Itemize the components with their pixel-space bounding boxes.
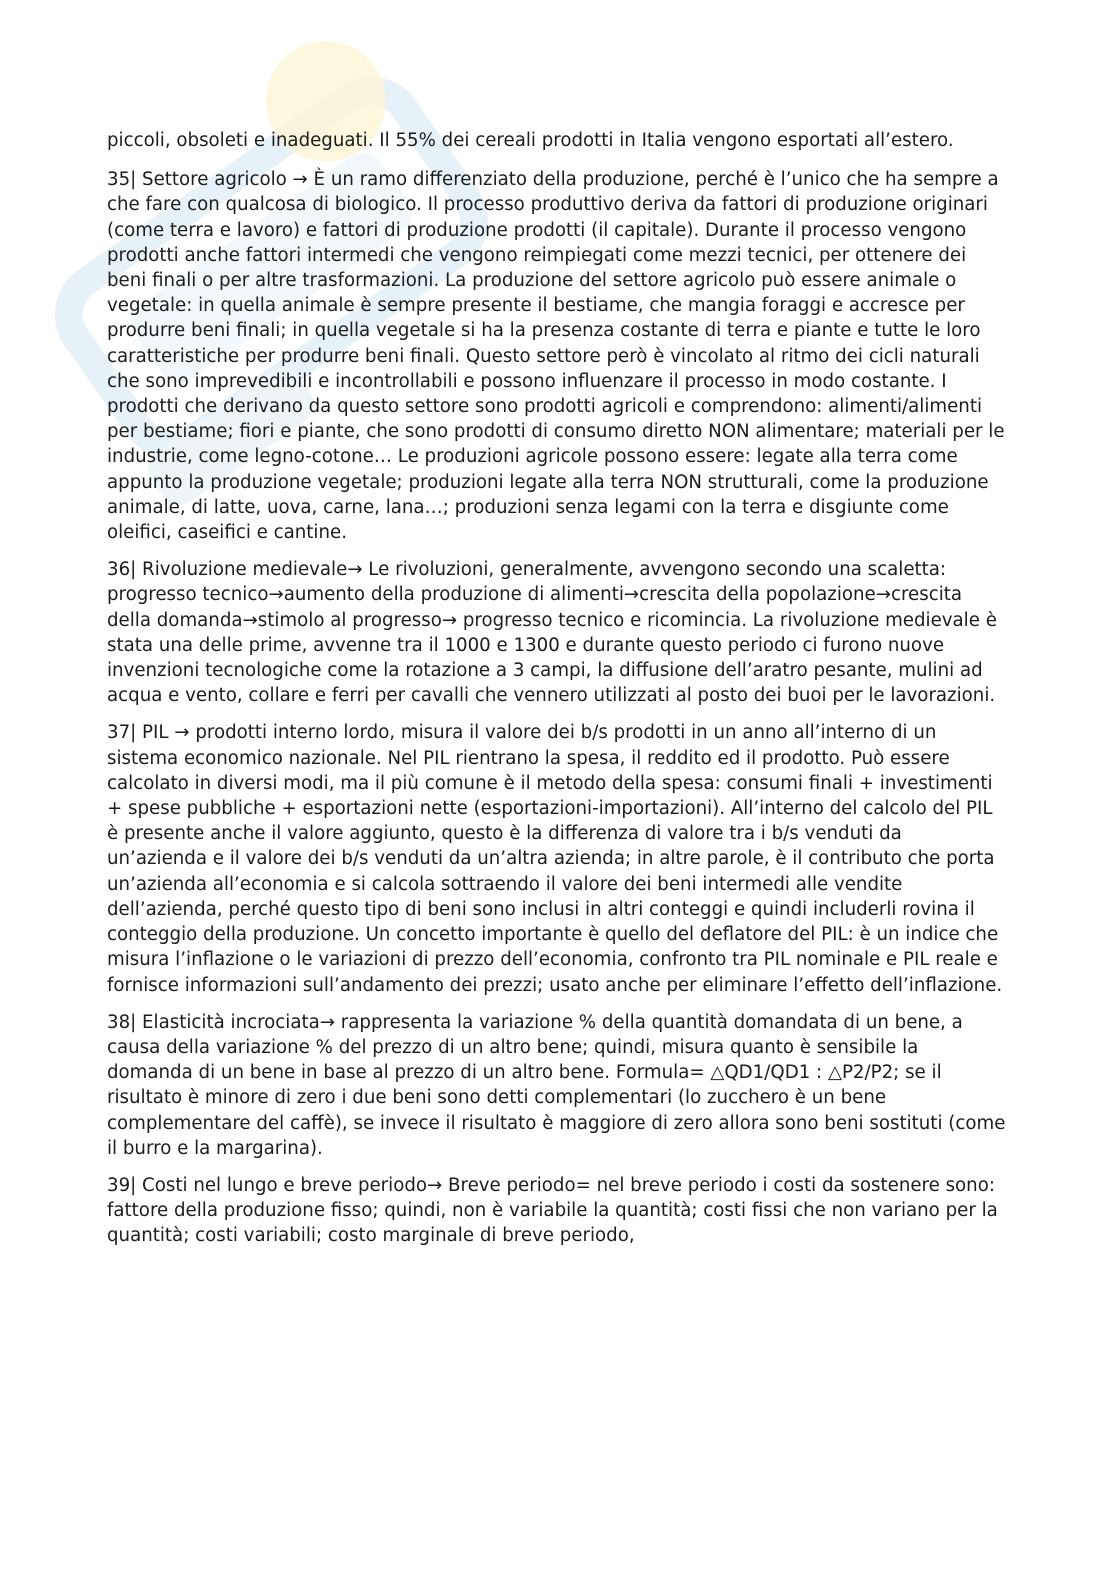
paragraph-37-pil: 37| PIL → prodotti interno lordo, misura il valore dei b/s prodotti in un anno all’interno di un sistema economico nazionale. Nel PIL rientrano la spesa, il reddito ed il prodotto. Può essere calcolato in diversi modi, ma il più comune è il metodo della spesa: consumi finali + investimenti + spese pubbliche + esportazioni nette (esportazioni-importazioni). All’interno del calcolo del PIL è presente anche il valore aggiunto, questo è la differenza di valore tra i b/s venduti da un’azienda e il valore dei b/s venduti da un’altra azienda; in altre parole, è il contributo che porta un’azienda all’economia e si calcola sottraendo il valore dei beni intermedi alle vendite dell’azienda, perché questo tipo di beni sono inclusi in altri conteggi e quindi includerli rovina il conteggio della produzione. Un concetto importante è quello del deflatore del PIL: è un indice che misura l’inflazione o le variazioni di prezzo dell’economia, confronto tra PIL nominale e PIL reale e fornisce informazioni sull’andamento dei prezzi; usato anche per eliminare l’effetto dell’inflazione. <box>107 722 1003 996</box>
paragraph-36-rivoluzione-medievale: 36| Rivoluzione medievale→ Le rivoluzioni, generalmente, avvengono secondo una scaletta: progresso tecnico→aumento della produzione di alimenti→crescita della popolazione→crescita della domanda→stimolo al progresso→ progresso tecnico e ricomincia. La rivoluzione medievale è stata una delle prime, avvenne tra il 1000 e 1300 e durante questo periodo ci furono nuove invenzioni tecnologiche come la rotazione a 3 campi, la diffusione dell’aratro pesante, mulini ad acqua e vento, collare e ferri per cavalli che vennero utilizzati al posto dei buoi per le lavorazioni. <box>107 559 997 707</box>
paragraph-39-costi: 39| Costi nel lungo e breve periodo→ Breve periodo= nel breve periodo i costi da sostenere sono: fattore della produzione fisso; quindi, non è variabile la quantità; costi fissi che non variano per la quantità; costi variabili; costo marginale di breve periodo, <box>107 1174 998 1247</box>
paragraph-38-elasticita-incrociata: 38| Elasticità incrociata→ rappresenta la variazione % della quantità domandata di un bene, a causa della variazione % del prezzo di un altro bene; quindi, misura quanto è sensibile la domanda di un bene in base al prezzo di un altro bene. Formula= △QD1/QD1 : △P2/P2; se il risultato è minore di zero i due beni sono detti complementari (lo zucchero è un bene complementare del caffè), se invece il risultato è maggiore di zero allora sono beni sostituti (come il burro e la margarina). <box>107 1011 1006 1159</box>
document-page <box>107 128 1007 1261</box>
paragraph-34-tail: piccoli, obsoleti e inadeguati. Il 55% dei cereali prodotti in Italia vengono esportati all’estero. <box>107 130 954 151</box>
paragraph-35-settore-agricolo: 35| Settore agricolo → È un ramo differenziato della produzione, perché è l’unico che ha sempre a che fare con qualcosa di biologico. Il processo produttivo deriva da fattori di produzione originari (come terra e lavoro) e fattori di produzione prodotti (il capitale). Durante il processo vengono prodotti anche fattori intermedi che vengono reimpiegati come mezzi tecnici, per ottenere dei beni finali o per altre trasformazioni. La produzione del settore agricolo può essere animale o vegetale: in quella animale è sempre presente il bestiame, che mangia foraggi e accresce per produrre beni finali; in quella vegetale si ha la presenza costante di terra e piante e tutte le loro caratteristiche per produrre beni finali. Questo settore però è vincolato al ritmo dei cicli naturali che sono imprevedibili e incontrollabili e possono influenzare il processo in modo costante. I prodotti che derivano da questo settore sono prodotti agricoli e comprendono: alimenti/alimenti per bestiame; fiori e piante, che sono prodotti di consumo diretto NON alimentare; materiali per le industrie, come legno-cotone… Le produzioni agricole possono essere: legate alla terra come appunto la produzione vegetale; produzioni legate alla terra NON strutturali, come la produzione animale, di latte, uova, carne, lana…; produzioni senza legami con la terra e disgiunte come oleifici, caseifici e cantine. <box>107 169 1005 544</box>
